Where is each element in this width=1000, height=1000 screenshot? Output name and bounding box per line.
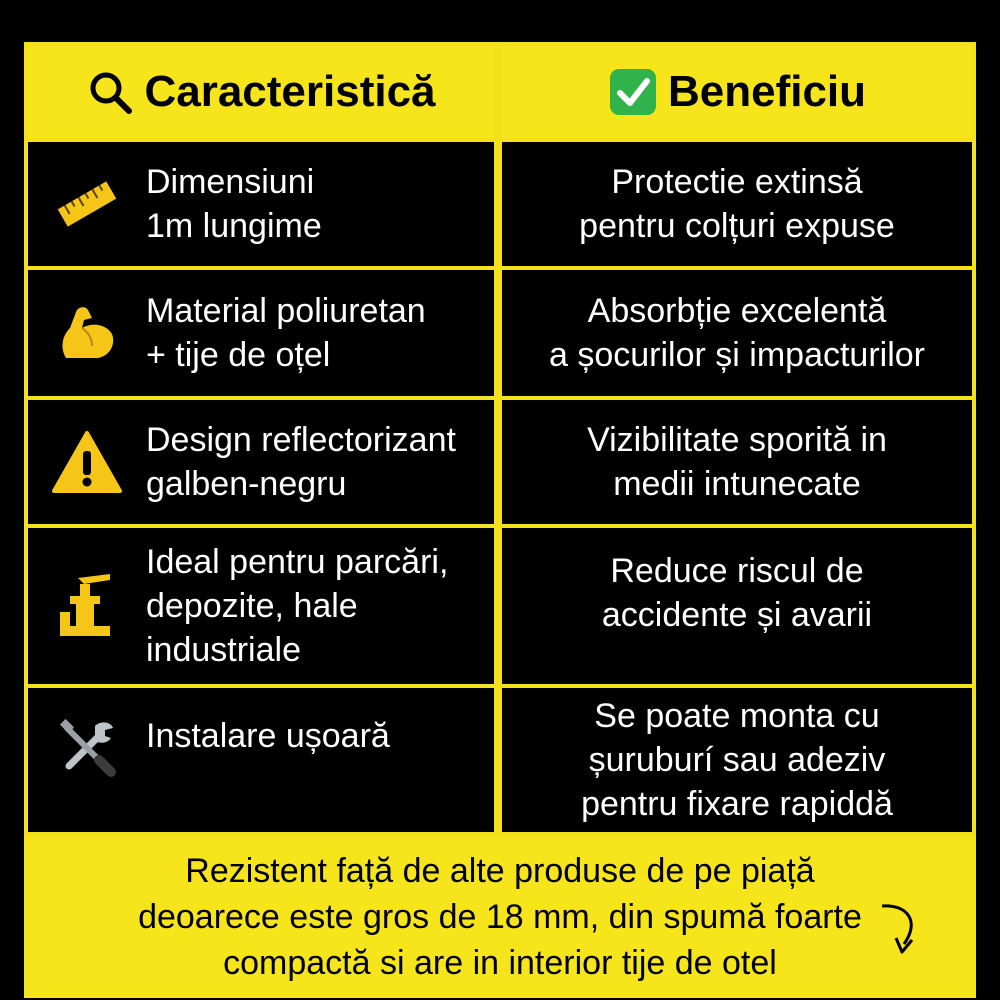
feature-cell-2 bbox=[28, 270, 494, 396]
tools-icon bbox=[28, 716, 146, 780]
feature-text: Ideal pentru parcări, depozite, hale industriale bbox=[146, 543, 449, 669]
benefit-cell-1 bbox=[502, 142, 972, 266]
benefit-text: Protectie extinsă pentru colțuri expuse bbox=[579, 163, 895, 245]
header-benefit-label: Beneficiu bbox=[667, 67, 867, 116]
warning-icon bbox=[28, 429, 146, 495]
feature-cell-4 bbox=[28, 528, 494, 684]
benefit-cell-5 bbox=[502, 688, 972, 832]
benefit-text: Se poate monta cu șuruburí sau adeziv pentru fixare rapiddă bbox=[581, 697, 893, 823]
benefit-cell-2 bbox=[502, 270, 972, 396]
feature-text: Design reflectorizant galben-negru bbox=[146, 421, 456, 503]
feature-text: Dimensiuni 1m lungime bbox=[146, 163, 322, 245]
header-feature-label: Caracteristică bbox=[144, 67, 436, 116]
footer-banner bbox=[24, 836, 976, 998]
feature-cell-3 bbox=[28, 400, 494, 524]
header-feature bbox=[28, 46, 494, 138]
benefit-text: Absorbție excelentă a șocurilor și impacturilor bbox=[549, 292, 925, 374]
feature-cell-5 bbox=[28, 688, 494, 832]
footer-text: Rezistent față de alte produse de pe piață deoarece este gros de 18 mm, din spumă foarte compactă si are in interior tije de otel bbox=[138, 852, 862, 982]
feature-text: Instalare ușoară bbox=[146, 717, 390, 755]
header-benefit bbox=[502, 46, 972, 138]
flexed-biceps-icon bbox=[28, 298, 146, 368]
ruler-icon bbox=[28, 172, 146, 236]
benefit-text: Vizibilitate sporită in medii intunecate bbox=[587, 421, 887, 503]
parking-machine-icon bbox=[28, 570, 146, 642]
feature-text: Material poliuretan + tije de oțel bbox=[146, 292, 426, 374]
curved-arrow-icon bbox=[878, 900, 922, 965]
benefit-cell-3 bbox=[502, 400, 972, 524]
feature-cell-1 bbox=[28, 142, 494, 266]
magnifier-icon bbox=[86, 68, 134, 116]
check-mark-icon bbox=[608, 67, 658, 117]
benefit-text: Reduce riscul de accidente și avarii bbox=[601, 552, 873, 634]
benefit-cell-4 bbox=[502, 528, 972, 684]
